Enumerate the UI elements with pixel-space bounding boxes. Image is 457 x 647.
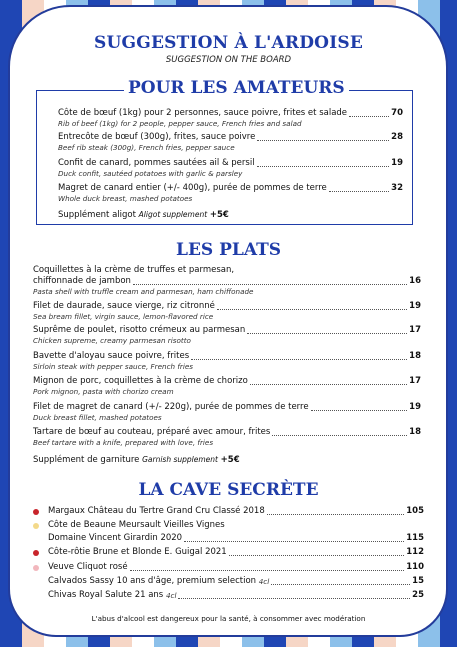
dish-name: Mignon de porc, coquillettes à la crème de chorizo bbox=[33, 376, 248, 386]
dish-name: Filet de daurade, sauce vierge, riz citronné bbox=[33, 301, 215, 311]
wine-item bbox=[48, 547, 424, 558]
wine-dot-icon bbox=[33, 550, 39, 556]
wine-name: Domaine Vincent Girardin 2020 bbox=[48, 533, 183, 543]
list-item bbox=[58, 158, 403, 179]
wine-item bbox=[48, 562, 424, 573]
dish-price: 17 bbox=[409, 325, 421, 335]
wine-price: 115 bbox=[406, 533, 424, 543]
wine-item bbox=[48, 576, 424, 587]
supplement-line bbox=[33, 454, 421, 466]
wine-name: Côte de Beaune Meursault Vieilles Vignes bbox=[48, 520, 225, 530]
dish-description: Sea bream fillet, virgin sauce, lemon-flavored rice bbox=[33, 312, 214, 321]
dish-price: 19 bbox=[409, 402, 421, 412]
dish-name: Confit de canard, pommes sautées ail & persil bbox=[58, 158, 255, 168]
wine-item bbox=[48, 520, 424, 531]
wine-volume: 4cl bbox=[165, 591, 177, 600]
menu-subtitle: SUGGESTION ON THE BOARD bbox=[165, 55, 292, 65]
dish-name: Suprême de poulet, risotto crémeux au parmesan bbox=[33, 325, 246, 335]
list-item bbox=[33, 402, 421, 423]
list-item bbox=[33, 325, 421, 346]
list-item bbox=[33, 376, 421, 397]
dish-description: Whole duck breast, mashed potatoes bbox=[58, 194, 193, 203]
list-item bbox=[58, 183, 403, 204]
wine-price: 110 bbox=[406, 562, 424, 572]
list-item bbox=[33, 301, 421, 322]
alcohol-warning: L'abus d'alcool est dangereux pour la santé, à consommer avec modération bbox=[91, 614, 366, 623]
wine-price: 25 bbox=[412, 590, 424, 600]
dish-name: Bavette d'aloyau sauce poivre, frites bbox=[33, 351, 190, 361]
wine-name: Calvados Sassy 10 ans d'âge, premium selection bbox=[48, 576, 257, 586]
dish-name: Entrecôte de bœuf (300g), frites, sauce poivre bbox=[58, 132, 256, 142]
wine-dot-icon bbox=[33, 523, 39, 529]
dish-description: Pasta shell with truffle cream and parmesan, ham chiffonade bbox=[33, 287, 254, 296]
cave-title: LA CAVE SECRÈTE bbox=[138, 480, 319, 500]
wine-dot-icon bbox=[33, 565, 39, 571]
dish-name: Tartare de bœuf au couteau, préparé avec amour, frites bbox=[33, 427, 271, 437]
dish-description: Duck confit, sautéed potatoes with garlic & parsley bbox=[58, 169, 243, 178]
dish-price: 18 bbox=[409, 351, 421, 361]
amateurs-title: POUR LES AMATEURS bbox=[124, 78, 349, 98]
dish-price: 19 bbox=[391, 158, 403, 168]
wine-item bbox=[48, 590, 424, 601]
dish-description: Chicken supreme, creamy parmesan risotto bbox=[33, 336, 191, 345]
list-item bbox=[33, 427, 421, 448]
dish-description: Beef tartare with a knife, prepared with love, fries bbox=[33, 438, 214, 447]
list-item bbox=[58, 132, 403, 153]
dish-description: Beef rib steak (300g), French fries, pepper sauce bbox=[58, 143, 235, 152]
list-item bbox=[33, 265, 421, 297]
dish-price: 18 bbox=[409, 427, 421, 437]
wine-item bbox=[48, 506, 424, 517]
dish-price: 16 bbox=[409, 276, 421, 286]
wine-name: Margaux Château du Tertre Grand Cru Classé 2018 bbox=[48, 506, 265, 516]
list-item bbox=[33, 351, 421, 372]
list-item bbox=[58, 108, 403, 129]
dish-price: 70 bbox=[391, 108, 403, 118]
dish-price: 19 bbox=[409, 301, 421, 311]
wine-name: Côte-rôtie Brune et Blonde E. Guigal 2021 bbox=[48, 547, 227, 557]
supplement-english: Garnish supplement bbox=[142, 455, 218, 464]
dish-description: Pork mignon, pasta with chorizo cream bbox=[33, 387, 174, 396]
dish-name: Côte de bœuf (1kg) pour 2 personnes, sauce poivre, frites et salade bbox=[58, 108, 348, 118]
dish-name: Filet de magret de canard (+/- 220g), purée de pommes de terre bbox=[33, 402, 309, 412]
wine-name: Veuve Cliquot rosé bbox=[48, 562, 128, 572]
supplement-label: Supplément de garniture bbox=[33, 455, 140, 465]
wine-price: 15 bbox=[412, 576, 424, 586]
supplement-line bbox=[58, 209, 403, 221]
wine-name: Chivas Royal Salute 21 ans bbox=[48, 590, 164, 600]
wine-dot-icon bbox=[33, 509, 39, 515]
dish-description: Duck breast fillet, mashed potatoes bbox=[33, 413, 162, 422]
dish-price: 28 bbox=[391, 132, 403, 142]
wine-price: 105 bbox=[406, 506, 424, 516]
supplement-english: Aligot supplement bbox=[138, 210, 208, 219]
wine-price: 112 bbox=[406, 547, 424, 557]
supplement-price: +5€ bbox=[220, 455, 240, 465]
menu-title: SUGGESTION À L'ARDOISE bbox=[94, 33, 363, 53]
supplement-label: Supplément aligot bbox=[58, 210, 136, 220]
dish-name: Magret de canard entier (+/- 400g), purée de pommes de terre bbox=[58, 183, 327, 193]
wine-volume: 4cl bbox=[258, 577, 270, 586]
supplement-price: +5€ bbox=[209, 210, 229, 220]
wine-item bbox=[48, 533, 424, 544]
dish-price: 17 bbox=[409, 376, 421, 386]
dish-price: 32 bbox=[391, 183, 403, 193]
dish-name: chiffonnade de jambon bbox=[33, 276, 131, 286]
dish-name-line1: Coquillettes à la crème de truffes et parmesan, bbox=[33, 265, 235, 275]
plats-title: LES PLATS bbox=[175, 240, 282, 260]
dish-description: Rib of beef (1kg) for 2 people, pepper sauce, French fries and salad bbox=[58, 119, 302, 128]
dish-description: Sirloin steak with pepper sauce, French fries bbox=[33, 362, 194, 371]
